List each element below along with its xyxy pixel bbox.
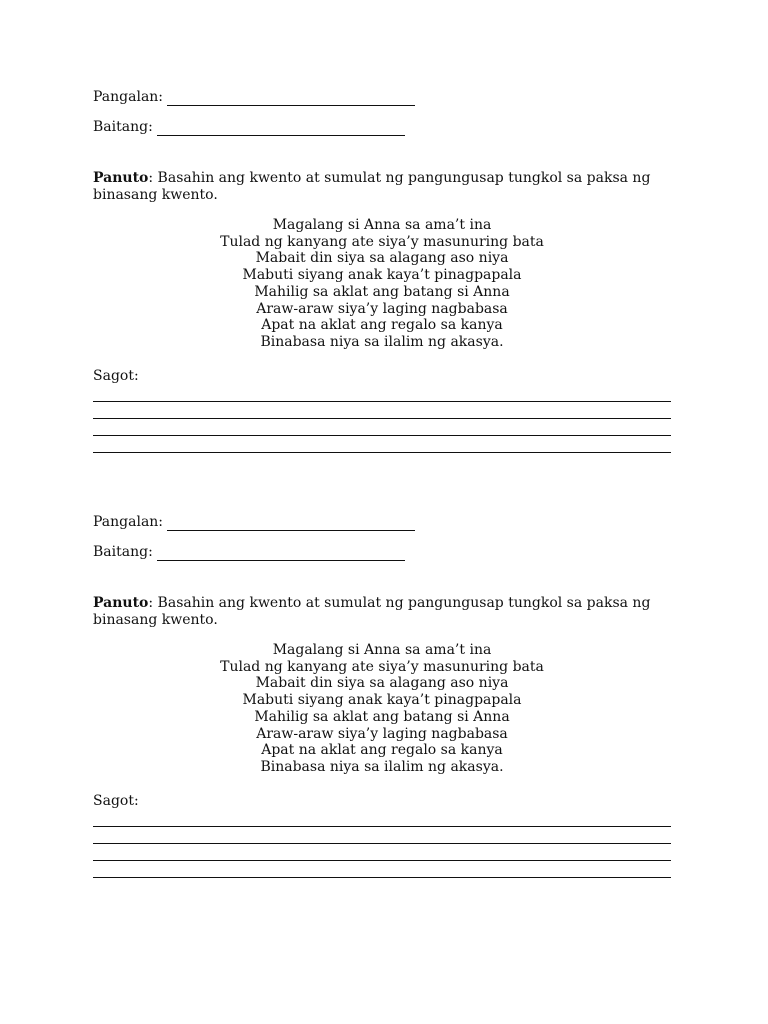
- story-line: Mabuti siyang anak kaya’t pinagpapala: [242, 692, 522, 709]
- story-line: Araw-araw siya’y laging nagbabasa: [256, 300, 508, 317]
- instructions: [93, 595, 653, 628]
- story-line: Apat na aklat ang regalo sa kanya: [261, 742, 503, 759]
- name-field: [93, 511, 673, 531]
- instructions-lead: Panuto: [93, 595, 149, 611]
- instructions: [93, 170, 653, 203]
- name-blank-line[interactable]: [167, 91, 415, 106]
- grade-label: Baitang:: [93, 544, 153, 560]
- grade-label: Baitang:: [93, 119, 153, 135]
- answer-lines: [93, 385, 673, 453]
- story-poem: [93, 217, 673, 351]
- answer-line[interactable]: [93, 402, 671, 419]
- answer-line[interactable]: [93, 844, 671, 861]
- story-line: Tulad ng kanyang ate siya’y masunuring bata: [220, 658, 544, 675]
- answer-line[interactable]: [93, 419, 671, 436]
- story-line: Magalang si Anna sa ama’t ina: [272, 642, 492, 658]
- answer-lines: [93, 810, 673, 878]
- name-field: [93, 86, 673, 106]
- answer-line[interactable]: [93, 861, 671, 878]
- story-line: Binabasa niya sa ilalim ng akasya.: [260, 333, 504, 350]
- story-line: Mahilig sa aklat ang batang si Anna: [254, 283, 510, 300]
- name-blank-line[interactable]: [167, 516, 415, 531]
- answer-line[interactable]: [93, 827, 671, 844]
- grade-field: [93, 116, 673, 136]
- instructions-text: : Basahin ang kwento at sumulat ng pangungusap tungkol sa paksa ng binasang kwento.: [93, 595, 651, 628]
- story-line: Magalang si Anna sa ama’t ina: [272, 217, 492, 233]
- worksheet-1: [93, 86, 673, 453]
- answer-label: Sagot:: [93, 792, 139, 809]
- story-line: Binabasa niya sa ilalim ng akasya.: [260, 758, 504, 775]
- answer-line[interactable]: [93, 810, 671, 827]
- story-line: Apat na aklat ang regalo sa kanya: [261, 317, 503, 334]
- name-label: Pangalan:: [93, 514, 164, 530]
- story-line: Mahilig sa aklat ang batang si Anna: [254, 708, 510, 725]
- instructions-text: : Basahin ang kwento at sumulat ng pangungusap tungkol sa paksa ng binasang kwento.: [93, 170, 651, 203]
- grade-blank-line[interactable]: [157, 546, 405, 561]
- story-line: Mabait din siya sa alagang aso niya: [255, 250, 509, 267]
- story-line: Tulad ng kanyang ate siya’y masunuring bata: [220, 233, 544, 250]
- story-line: Mabuti siyang anak kaya’t pinagpapala: [242, 267, 522, 284]
- story-line: Araw-araw siya’y laging nagbabasa: [256, 725, 508, 742]
- name-label: Pangalan:: [93, 89, 164, 105]
- grade-blank-line[interactable]: [157, 121, 405, 136]
- instructions-lead: Panuto: [93, 170, 149, 186]
- worksheet-2: [93, 511, 673, 878]
- answer-line[interactable]: [93, 385, 671, 402]
- answer-line[interactable]: [93, 436, 671, 453]
- grade-field: [93, 541, 673, 561]
- story-line: Mabait din siya sa alagang aso niya: [255, 675, 509, 692]
- story-poem: [93, 642, 673, 776]
- answer-label: Sagot:: [93, 367, 139, 384]
